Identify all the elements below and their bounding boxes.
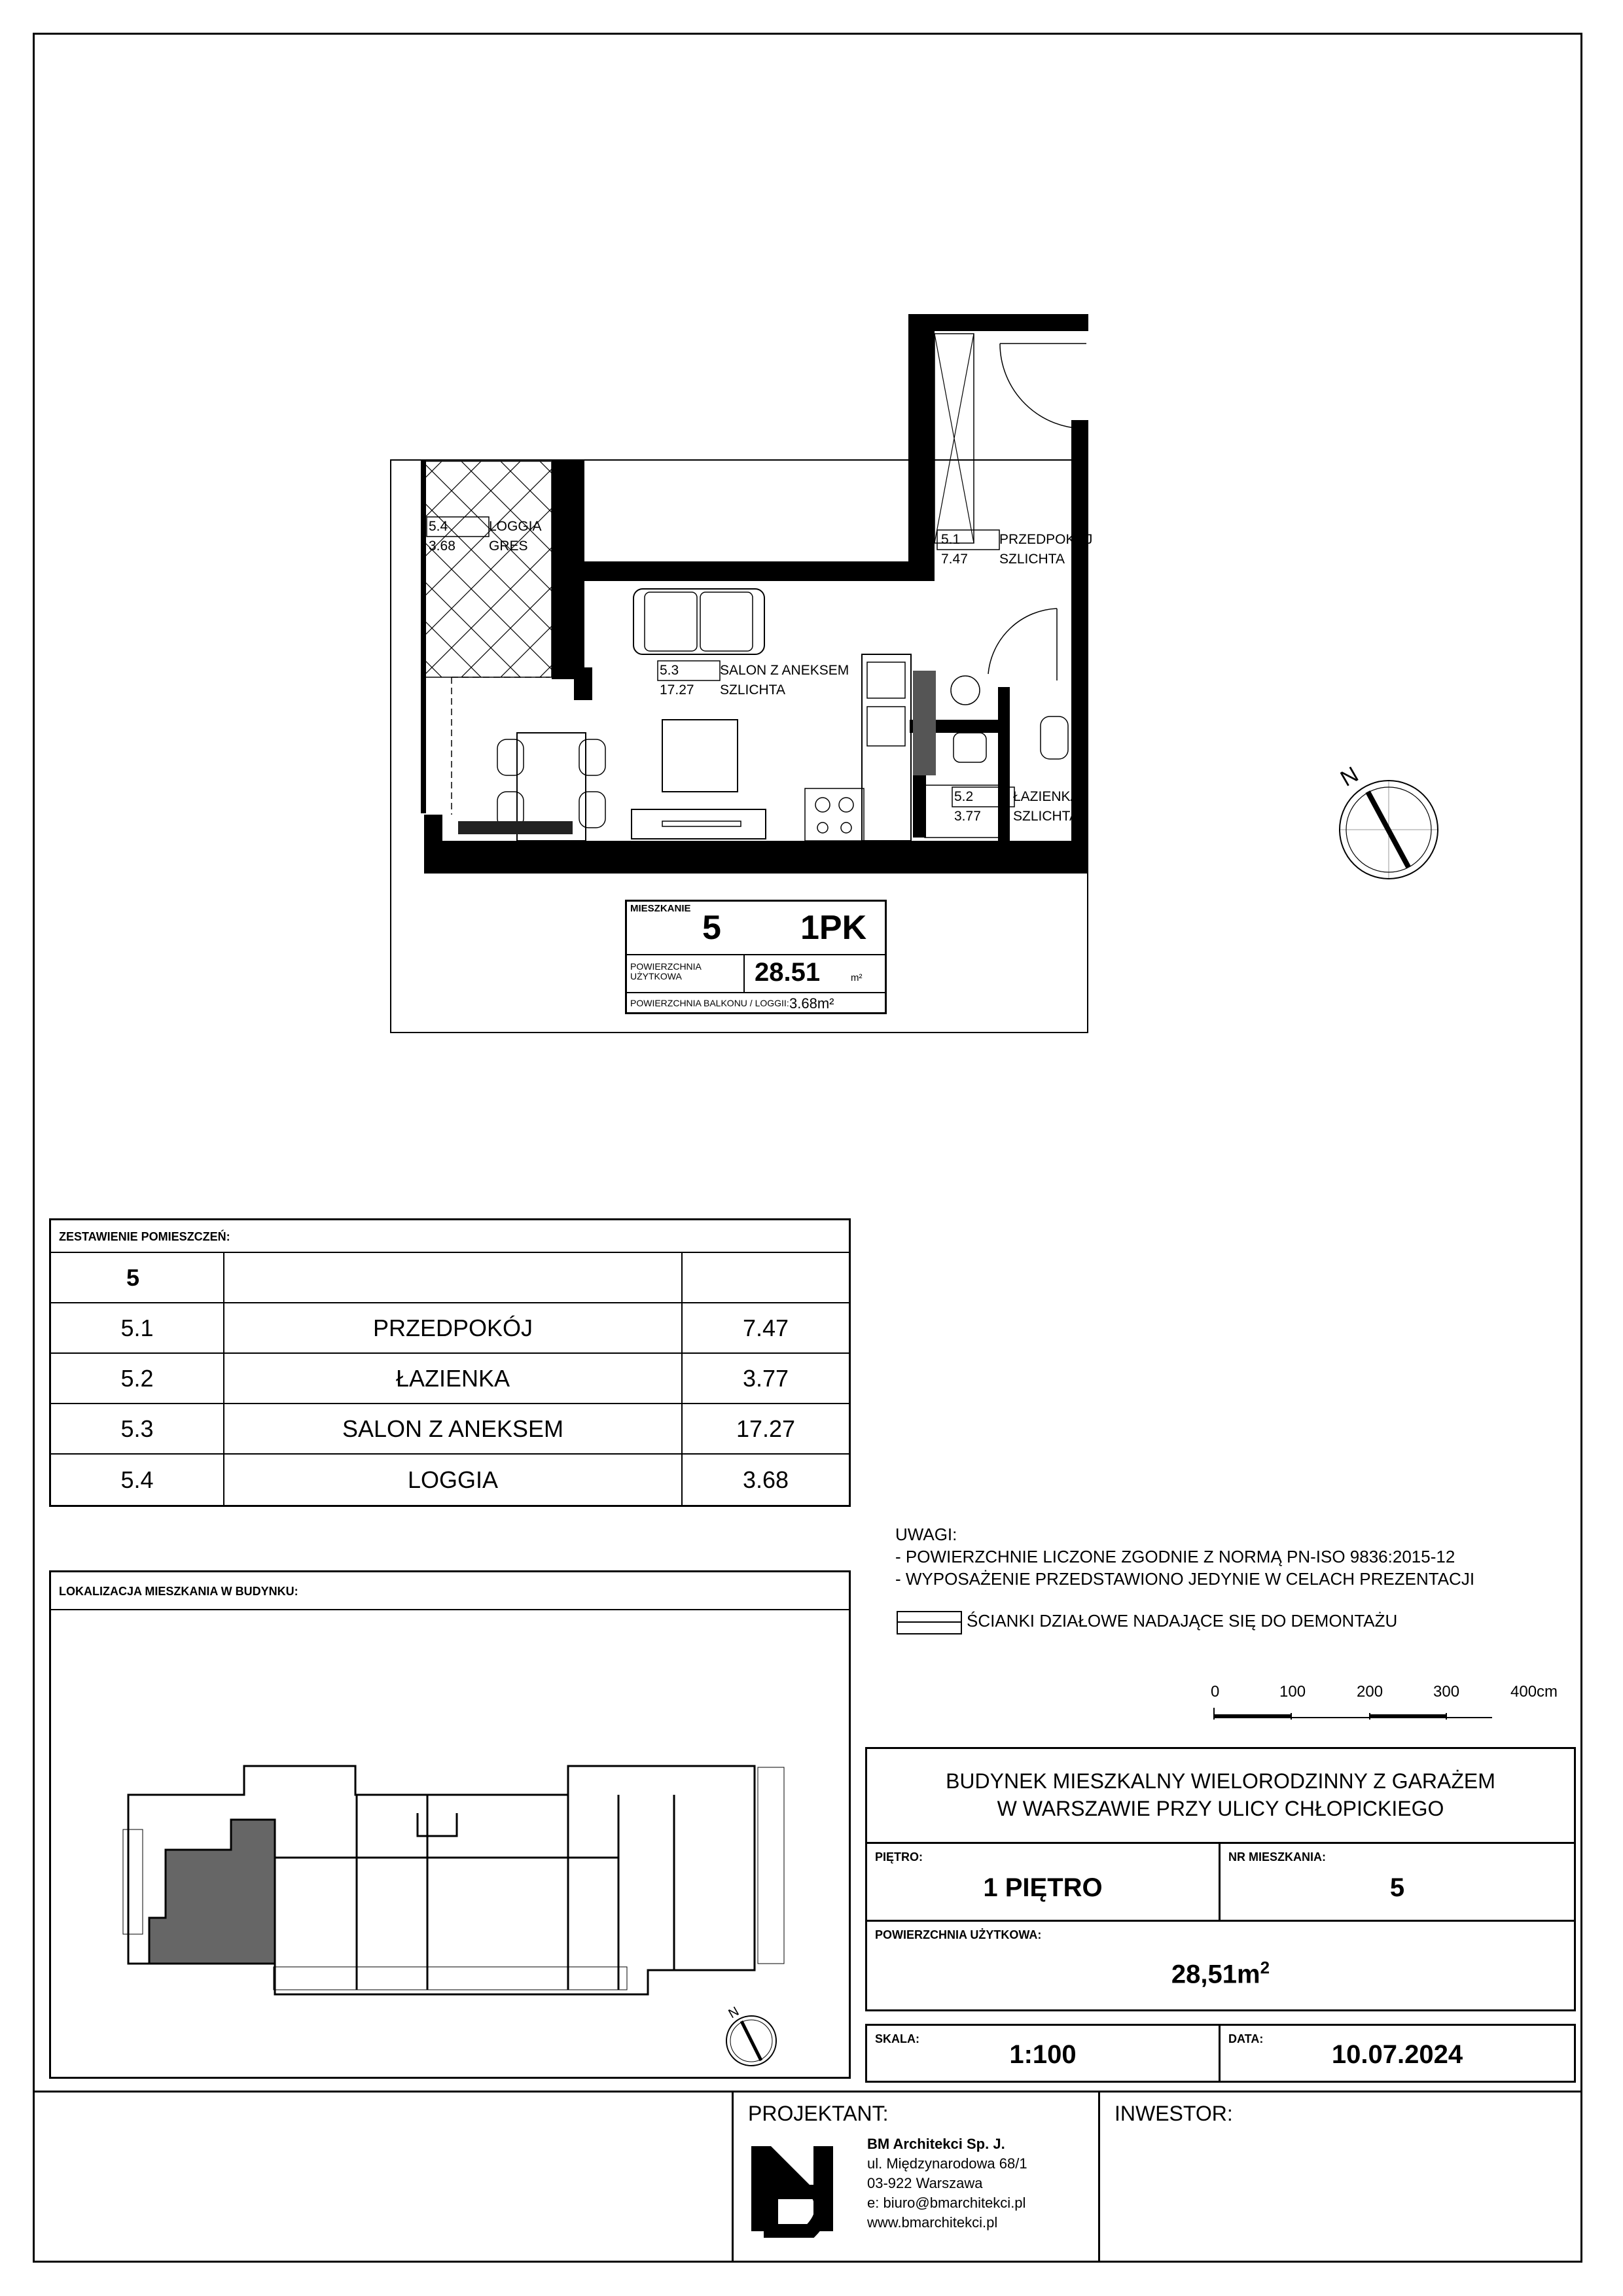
badge-number: 5: [702, 909, 721, 947]
table-row: [51, 1303, 849, 1354]
key-north-label: N: [726, 2004, 742, 2022]
loggia-floor: [424, 461, 552, 677]
location-title: LOKALIZACJA MIESZKANIA W BUDYNKU:: [51, 1572, 849, 1610]
date-value: 10.07.2024: [1331, 2040, 1463, 2069]
apartment-cell: [1219, 1842, 1576, 1922]
room-5-4-name: LOGGIA: [489, 519, 542, 534]
company-address: [867, 2134, 1027, 2233]
area-cell: [865, 1920, 1576, 2011]
company-address-2: 03-922 Warszawa: [867, 2175, 983, 2191]
company-web: www.bmarchitekci.pl: [867, 2214, 998, 2231]
footer-divider: [33, 2091, 1582, 2093]
apartment-highlight: [149, 1820, 275, 1964]
table-row: [51, 1253, 849, 1303]
badge-balcony-label: POWIERZCHNIA BALKONU / LOGGII:: [630, 998, 789, 1008]
room-5-3-finish: SZLICHTA: [720, 682, 785, 698]
scale-0: 0: [1211, 1683, 1220, 1701]
room-5-2-name: ŁAZIENKA: [1013, 789, 1080, 804]
room-5-1-area: 7.47: [941, 552, 968, 567]
room-5-2-finish: SZLICHTA: [1013, 809, 1079, 824]
scale-200: 200: [1357, 1683, 1383, 1701]
table-row: [51, 1354, 849, 1404]
north-arrow-icon: [1340, 781, 1438, 879]
row-name: PRZEDPOKÓJ: [224, 1303, 683, 1352]
scale-label: SKALA:: [875, 2032, 919, 2045]
room-5-3-name: SALON Z ANEKSEM: [720, 663, 849, 678]
notes-line-1: - POWIERZCHNIE LICZONE ZGODNIE Z NORMĄ PN-ISO 9836:2015-12: [895, 1547, 1455, 1566]
legend-text: ŚCIANKI DZIAŁOWE NADAJĄCE SIĘ DO DEMONTAŻU: [967, 1611, 1398, 1631]
row-name: ŁAZIENKA: [224, 1354, 683, 1403]
scale-100: 100: [1279, 1683, 1306, 1701]
room-5-1-num: 5.1: [941, 532, 961, 547]
north-label: N: [1336, 762, 1363, 792]
designer-label: PROJEKTANT:: [748, 2102, 889, 2125]
legend-swatch: [897, 1611, 962, 1634]
badge-label: MIESZKANIE: [630, 903, 691, 914]
badge-area: 28.51: [755, 958, 821, 987]
scale-400: 400cm: [1510, 1683, 1558, 1701]
rooms-table-title: ZESTAWIENIE POMIESZCZEŃ:: [51, 1220, 849, 1253]
company-email: e: biuro@bmarchitekci.pl: [867, 2195, 1026, 2211]
row-area: 17.27: [736, 1415, 796, 1442]
room-5-4-num: 5.4: [429, 519, 448, 534]
notes-line-2: - WYPOSAŻENIE PRZEDSTAWIONO JEDYNIE W CELACH PREZENTACJI: [895, 1569, 1475, 1589]
floor-value: 1 PIĘTRO: [983, 1873, 1103, 1902]
scale-value: 1:100: [1009, 2040, 1077, 2069]
apartment-label: NR MIESZKANIA:: [1228, 1850, 1326, 1863]
room-5-3-area: 17.27: [660, 682, 694, 698]
notes-title: UWAGI:: [895, 1525, 957, 1544]
row-area: 3.68: [742, 1466, 789, 1493]
row-num: 5.2: [51, 1354, 224, 1403]
bm-logo-icon: [748, 2140, 840, 2238]
badge-area-label-1: POWIERZCHNIA: [630, 961, 702, 972]
date-label: DATA:: [1228, 2032, 1264, 2045]
room-5-1-finish: SZLICHTA: [999, 552, 1065, 567]
row-num: 5.4: [51, 1455, 224, 1505]
badge-area-unit: m²: [851, 972, 863, 983]
area-value: 28,51m: [1171, 1960, 1260, 1989]
apartment-value: 5: [1389, 1873, 1405, 1902]
badge-balcony-area: 3.68m²: [789, 995, 834, 1012]
project-title-line-1: BUDYNEK MIESZKALNY WIELORODZINNY Z GARAŻEM: [946, 1769, 1495, 1793]
row-area: 3.77: [742, 1364, 789, 1392]
scale-300: 300: [1433, 1683, 1460, 1701]
floor-cell: [865, 1842, 1221, 1922]
location-box: [49, 1570, 851, 2079]
key-north-arrow-icon: [726, 2016, 776, 2066]
rooms-table-apartment: 5: [51, 1253, 224, 1302]
row-name: SALON Z ANEKSEM: [224, 1404, 683, 1453]
scale-cell: [865, 2024, 1221, 2083]
company-name: BM Architekci Sp. J.: [867, 2136, 1005, 2152]
room-5-2-area: 3.77: [954, 809, 981, 824]
area-sup: 2: [1260, 1958, 1270, 1977]
row-area: 7.47: [742, 1314, 789, 1341]
room-5-4-finish: GRES: [489, 539, 528, 554]
badge-area-label-2: UŻYTKOWA: [630, 971, 682, 981]
notes: [895, 1523, 1474, 1590]
rooms-table: [49, 1218, 851, 1507]
row-num: 5.3: [51, 1404, 224, 1453]
project-title: [865, 1747, 1576, 1844]
room-5-1-name: PRZEDPOKÓJ: [999, 532, 1093, 547]
room-5-2-num: 5.2: [954, 789, 974, 804]
table-row: [51, 1404, 849, 1455]
investor-label: INWESTOR:: [1115, 2102, 1233, 2125]
area-label: POWIERZCHNIA UŻYTKOWA:: [875, 1928, 1042, 1941]
row-num: 5.1: [51, 1303, 224, 1352]
company-address-1: ul. Międzynarodowa 68/1: [867, 2155, 1027, 2172]
room-5-4-area: 3.68: [429, 539, 455, 554]
table-row: [51, 1455, 849, 1505]
key-plan: [51, 1610, 849, 2077]
badge-type: 1PK: [800, 909, 867, 947]
project-title-line-2: W WARSZAWIE PRZY ULICY CHŁOPICKIEGO: [997, 1797, 1444, 1820]
date-cell: [1219, 2024, 1576, 2083]
floor-label: PIĘTRO:: [875, 1850, 923, 1863]
room-5-3-num: 5.3: [660, 663, 679, 678]
row-name: LOGGIA: [224, 1455, 683, 1505]
scale-bar: [1204, 1701, 1518, 1721]
apartment-badge: [625, 900, 887, 1014]
